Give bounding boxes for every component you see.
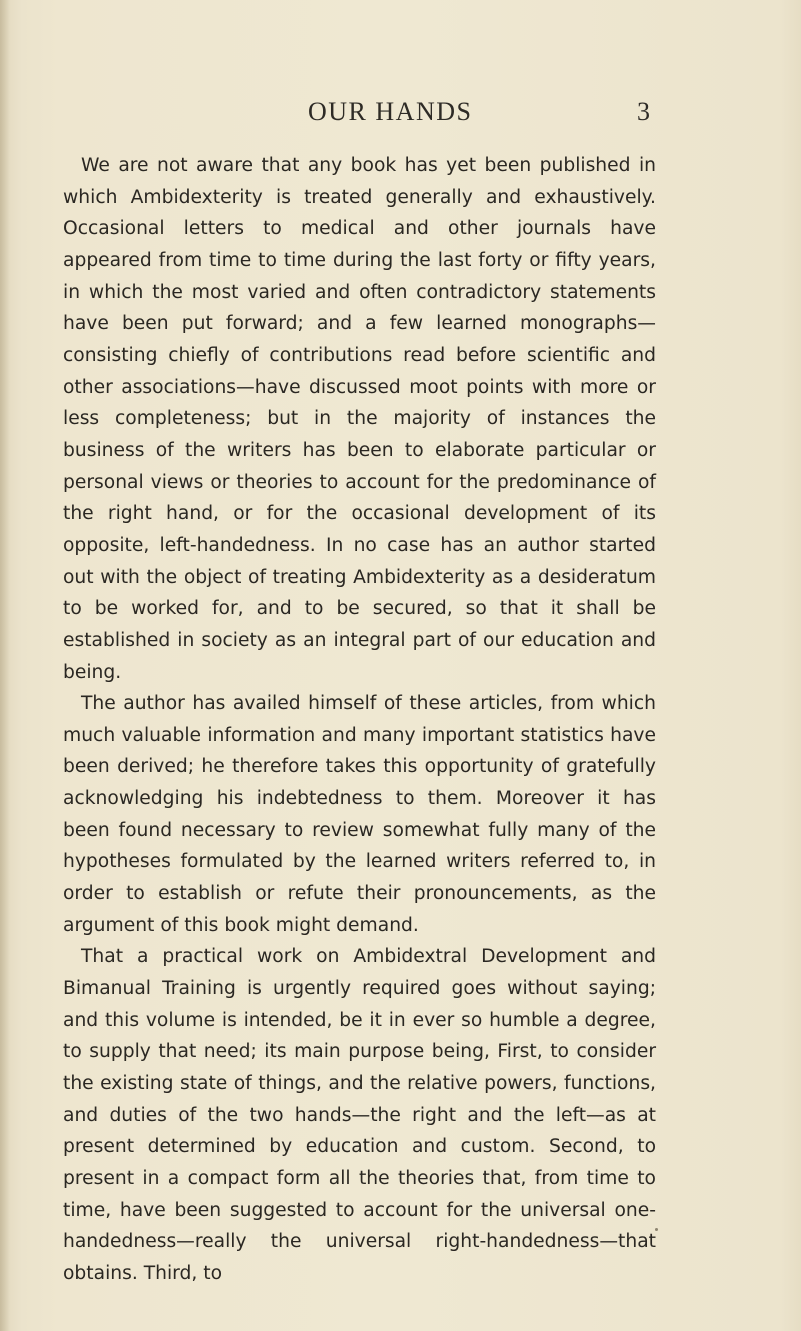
page-number: 3 <box>637 97 650 126</box>
paragraph-2: The author has availed himself of these articles, from which much valuable information and many important statistics have been derived; he therefore takes this opportunity of gratefully acknowledging his indebtedness to them. Moreover it has been found necessary to review somewhat fully many of the hypotheses formulated by the learned writers referred to, in order to establish or refute their pronouncements, as the argument of this book might demand. <box>63 693 656 936</box>
gutter-shadow <box>0 0 10 1331</box>
ink-speck <box>655 1228 658 1231</box>
paragraph-1: We are not aware that any book has yet been published in which Ambidexterity is treated generally and exhaustively. Occasional letters to medical and other journals have appeared from time to time during the last forty or fifty years, in which the most varied and often contradictory statements have been put forward; and a few learned monographs—consisting chiefly of contributions read before scientific and other associations—have discussed moot points with more or less completeness; but in the majority of instances the business of the writers has been to elaborate particular or personal views or theories to account for the predominance of the right hand, or for the occasional development of its opposite, left-handedness. In no case has an author started out with the object of treating Ambidexterity as a desideratum to be worked for, and to be secured, so that it shall be established in society as an integral part of our education and being. <box>63 155 656 683</box>
paragraph-3: That a practical work on Ambidextral Development and Bimanual Training is urgently required goes without saying; and this volume is intended, be it in ever so humble a degree, to supply that need; its main purpose being, First, to consider the existing state of things, and the relative powers, functions, and duties of the two hands—the right and the left—as at present determined by education and custom. Second, to present in a compact form all the theories that, from time to time, have been suggested to account for the universal one-handedness—really the universal right-handedness—that obtains. Third, to <box>63 946 656 1284</box>
running-title: OUR HANDS <box>308 97 473 126</box>
body-text <box>63 150 656 1290</box>
running-head <box>0 97 801 137</box>
